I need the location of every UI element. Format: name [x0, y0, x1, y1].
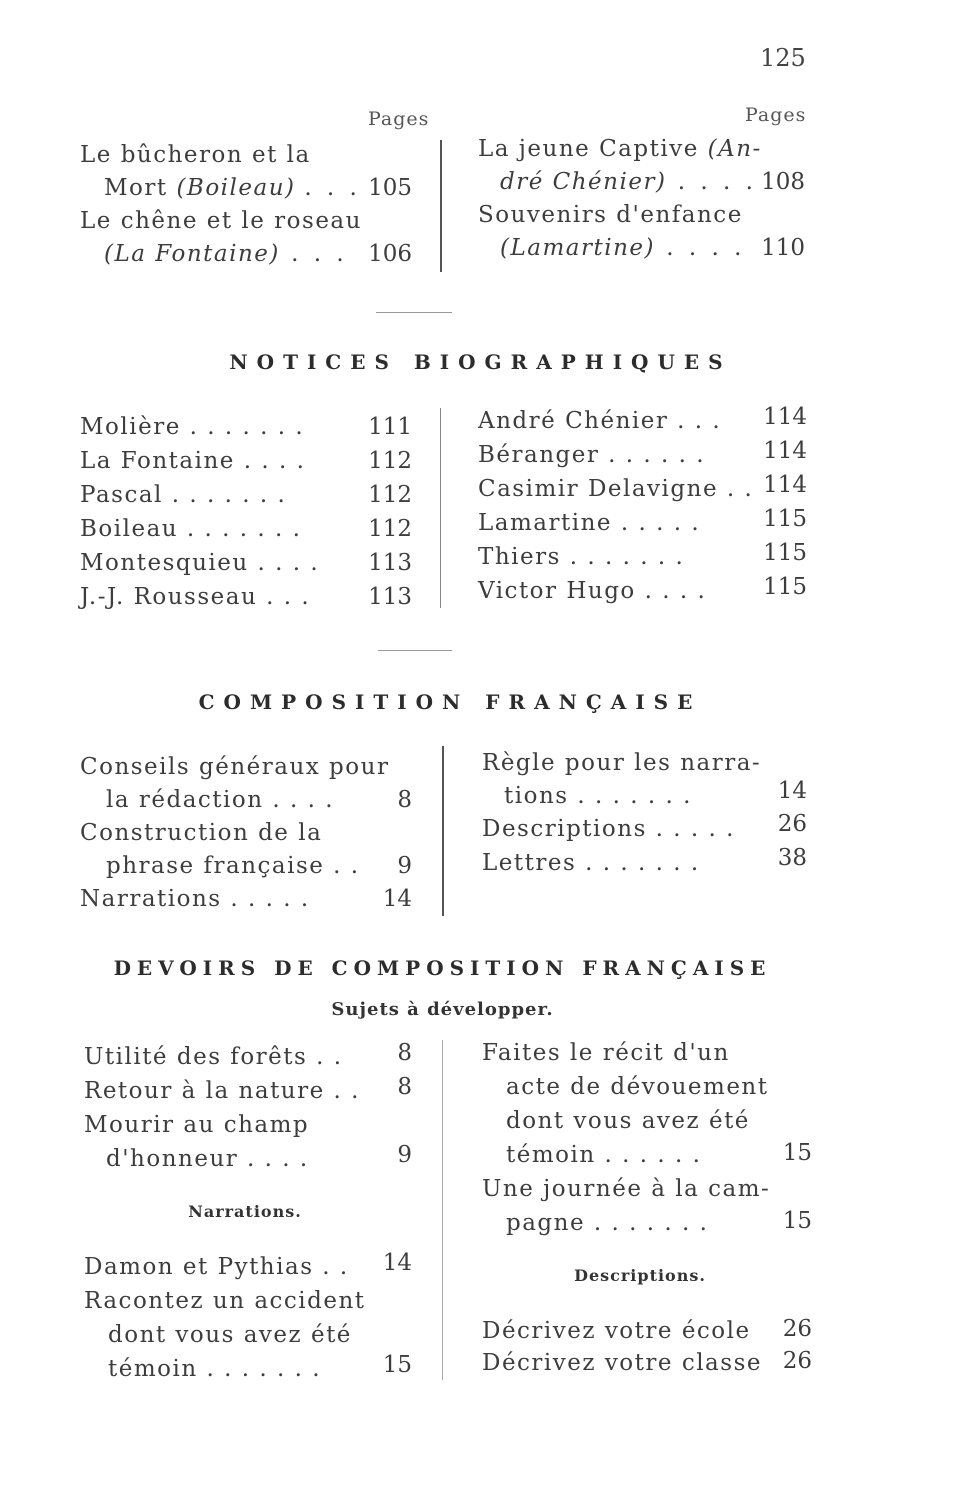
toc-page-number: 110 [761, 235, 805, 261]
composition-entry: phrase française . . [106, 853, 360, 879]
notice-entry: Boileau . . . . . . . [80, 516, 302, 542]
devoir-entry: acte de dévouement [506, 1074, 769, 1100]
toc-entry-line: Souvenirs d'enfance [478, 202, 743, 228]
toc-page-number: 15 [782, 1208, 812, 1234]
devoir-entry: d'honneur . . . . [106, 1146, 309, 1172]
toc-page-number: 114 [763, 404, 807, 430]
column-divider [440, 140, 442, 272]
composition-entry: Narrations . . . . . [80, 886, 310, 912]
toc-page-number: 115 [763, 506, 807, 532]
toc-page-number: 8 [397, 787, 412, 813]
toc-entry-line: Le chêne et le roseau [80, 208, 362, 234]
toc-page-number: 115 [763, 540, 807, 566]
devoir-entry: Mourir au champ [84, 1112, 310, 1138]
toc-page-number: 111 [368, 414, 412, 440]
notice-entry: La Fontaine . . . . [80, 448, 306, 474]
composition-entry: Descriptions . . . . . [482, 816, 735, 842]
pages-label-right: Pages [745, 104, 807, 126]
toc-entry-line: Mort (Boileau) . . . [104, 175, 361, 201]
devoir-entry: Faites le récit d'un [482, 1040, 730, 1066]
devoir-entry: Une journée à la cam- [482, 1176, 771, 1202]
toc-page-number: 15 [782, 1140, 812, 1166]
devoir-entry: témoin . . . . . . [506, 1142, 702, 1168]
column-divider [442, 746, 444, 916]
toc-entry-line: Le bûcheron et la [80, 142, 311, 168]
toc-page-number: 115 [763, 574, 807, 600]
section-title-composition: COMPOSITION FRANÇAISE [198, 690, 702, 714]
notice-entry: Thiers . . . . . . . [478, 544, 685, 570]
composition-entry: Conseils généraux pour [80, 754, 390, 780]
devoir-entry: Décrivez votre classe [482, 1350, 762, 1376]
section-title-notices: NOTICES BIOGRAPHIQUES [229, 350, 732, 374]
toc-page-number: 14 [777, 778, 807, 804]
toc-page-number: 113 [368, 584, 412, 610]
toc-entry-line: La jeune Captive (An- [478, 136, 762, 162]
toc-page-number: 106 [368, 241, 412, 267]
toc-page-number: 114 [763, 472, 807, 498]
section-title-devoirs: DEVOIRS DE COMPOSITION FRANÇAISE [113, 956, 772, 980]
devoir-entry: Damon et Pythias . . [84, 1254, 349, 1280]
toc-entry-line: (Lamartine) . . . . [500, 235, 746, 261]
toc-page-number: 8 [397, 1074, 412, 1100]
toc-page-number: 108 [761, 169, 805, 195]
notice-entry: Casimir Delavigne . . [478, 476, 754, 502]
composition-entry: la rédaction . . . . [106, 787, 335, 813]
notice-entry: Molière . . . . . . . [80, 414, 305, 440]
toc-page-number: 9 [397, 853, 412, 879]
column-divider [440, 408, 441, 608]
composition-entry: Lettres . . . . . . . [482, 850, 700, 876]
devoir-entry: Utilité des forêts . . [84, 1044, 343, 1070]
toc-page-number: 26 [777, 811, 807, 837]
composition-entry: tions . . . . . . . [504, 783, 692, 809]
devoir-entry: pagne . . . . . . . [506, 1210, 709, 1236]
devoir-entry: dont vous avez été [506, 1108, 750, 1134]
toc-page-number: 105 [368, 175, 412, 201]
subheading-narrations: Narrations. [188, 1202, 302, 1221]
toc-page-number: 38 [777, 845, 807, 871]
devoir-entry: témoin . . . . . . . [108, 1356, 322, 1382]
page-number: 125 [760, 44, 806, 72]
subheading-descriptions: Descriptions. [574, 1266, 706, 1285]
subtitle-sujets: Sujets à développer. [331, 999, 554, 1020]
devoir-entry: Décrivez votre école [482, 1318, 751, 1344]
notice-entry: Béranger . . . . . . [478, 442, 706, 468]
toc-page-number: 114 [763, 438, 807, 464]
column-divider [442, 1040, 443, 1380]
toc-entry-line: (La Fontaine) . . . [104, 241, 348, 267]
notice-entry: Pascal . . . . . . . [80, 482, 287, 508]
composition-entry: Règle pour les narra- [482, 750, 762, 776]
notice-entry: Victor Hugo . . . . [478, 578, 707, 604]
toc-entry-line: dré Chénier) . . . . [500, 169, 757, 195]
notice-entry: J.-J. Rousseau . . . [80, 584, 311, 610]
toc-page-number: 26 [782, 1348, 812, 1374]
devoir-entry: Racontez un accident [84, 1288, 366, 1314]
toc-page-number: 15 [382, 1352, 412, 1378]
separator-rule [378, 650, 452, 651]
toc-page-number: 14 [382, 1250, 412, 1276]
toc-page-number: 14 [382, 886, 412, 912]
toc-page-number: 9 [397, 1142, 412, 1168]
notice-entry: Montesquieu . . . . [80, 550, 320, 576]
devoir-entry: Retour à la nature . . [84, 1078, 360, 1104]
toc-page-number: 112 [368, 448, 412, 474]
notice-entry: Lamartine . . . . . [478, 510, 701, 536]
toc-page-number: 112 [368, 482, 412, 508]
notice-entry: André Chénier . . . [478, 408, 722, 434]
pages-label-left: Pages [368, 108, 430, 130]
separator-rule [376, 312, 452, 313]
toc-page-number: 26 [782, 1316, 812, 1342]
toc-page-number: 8 [397, 1040, 412, 1066]
toc-page-number: 113 [368, 550, 412, 576]
composition-entry: Construction de la [80, 820, 323, 846]
devoir-entry: dont vous avez été [108, 1322, 352, 1348]
toc-page-number: 112 [368, 516, 412, 542]
